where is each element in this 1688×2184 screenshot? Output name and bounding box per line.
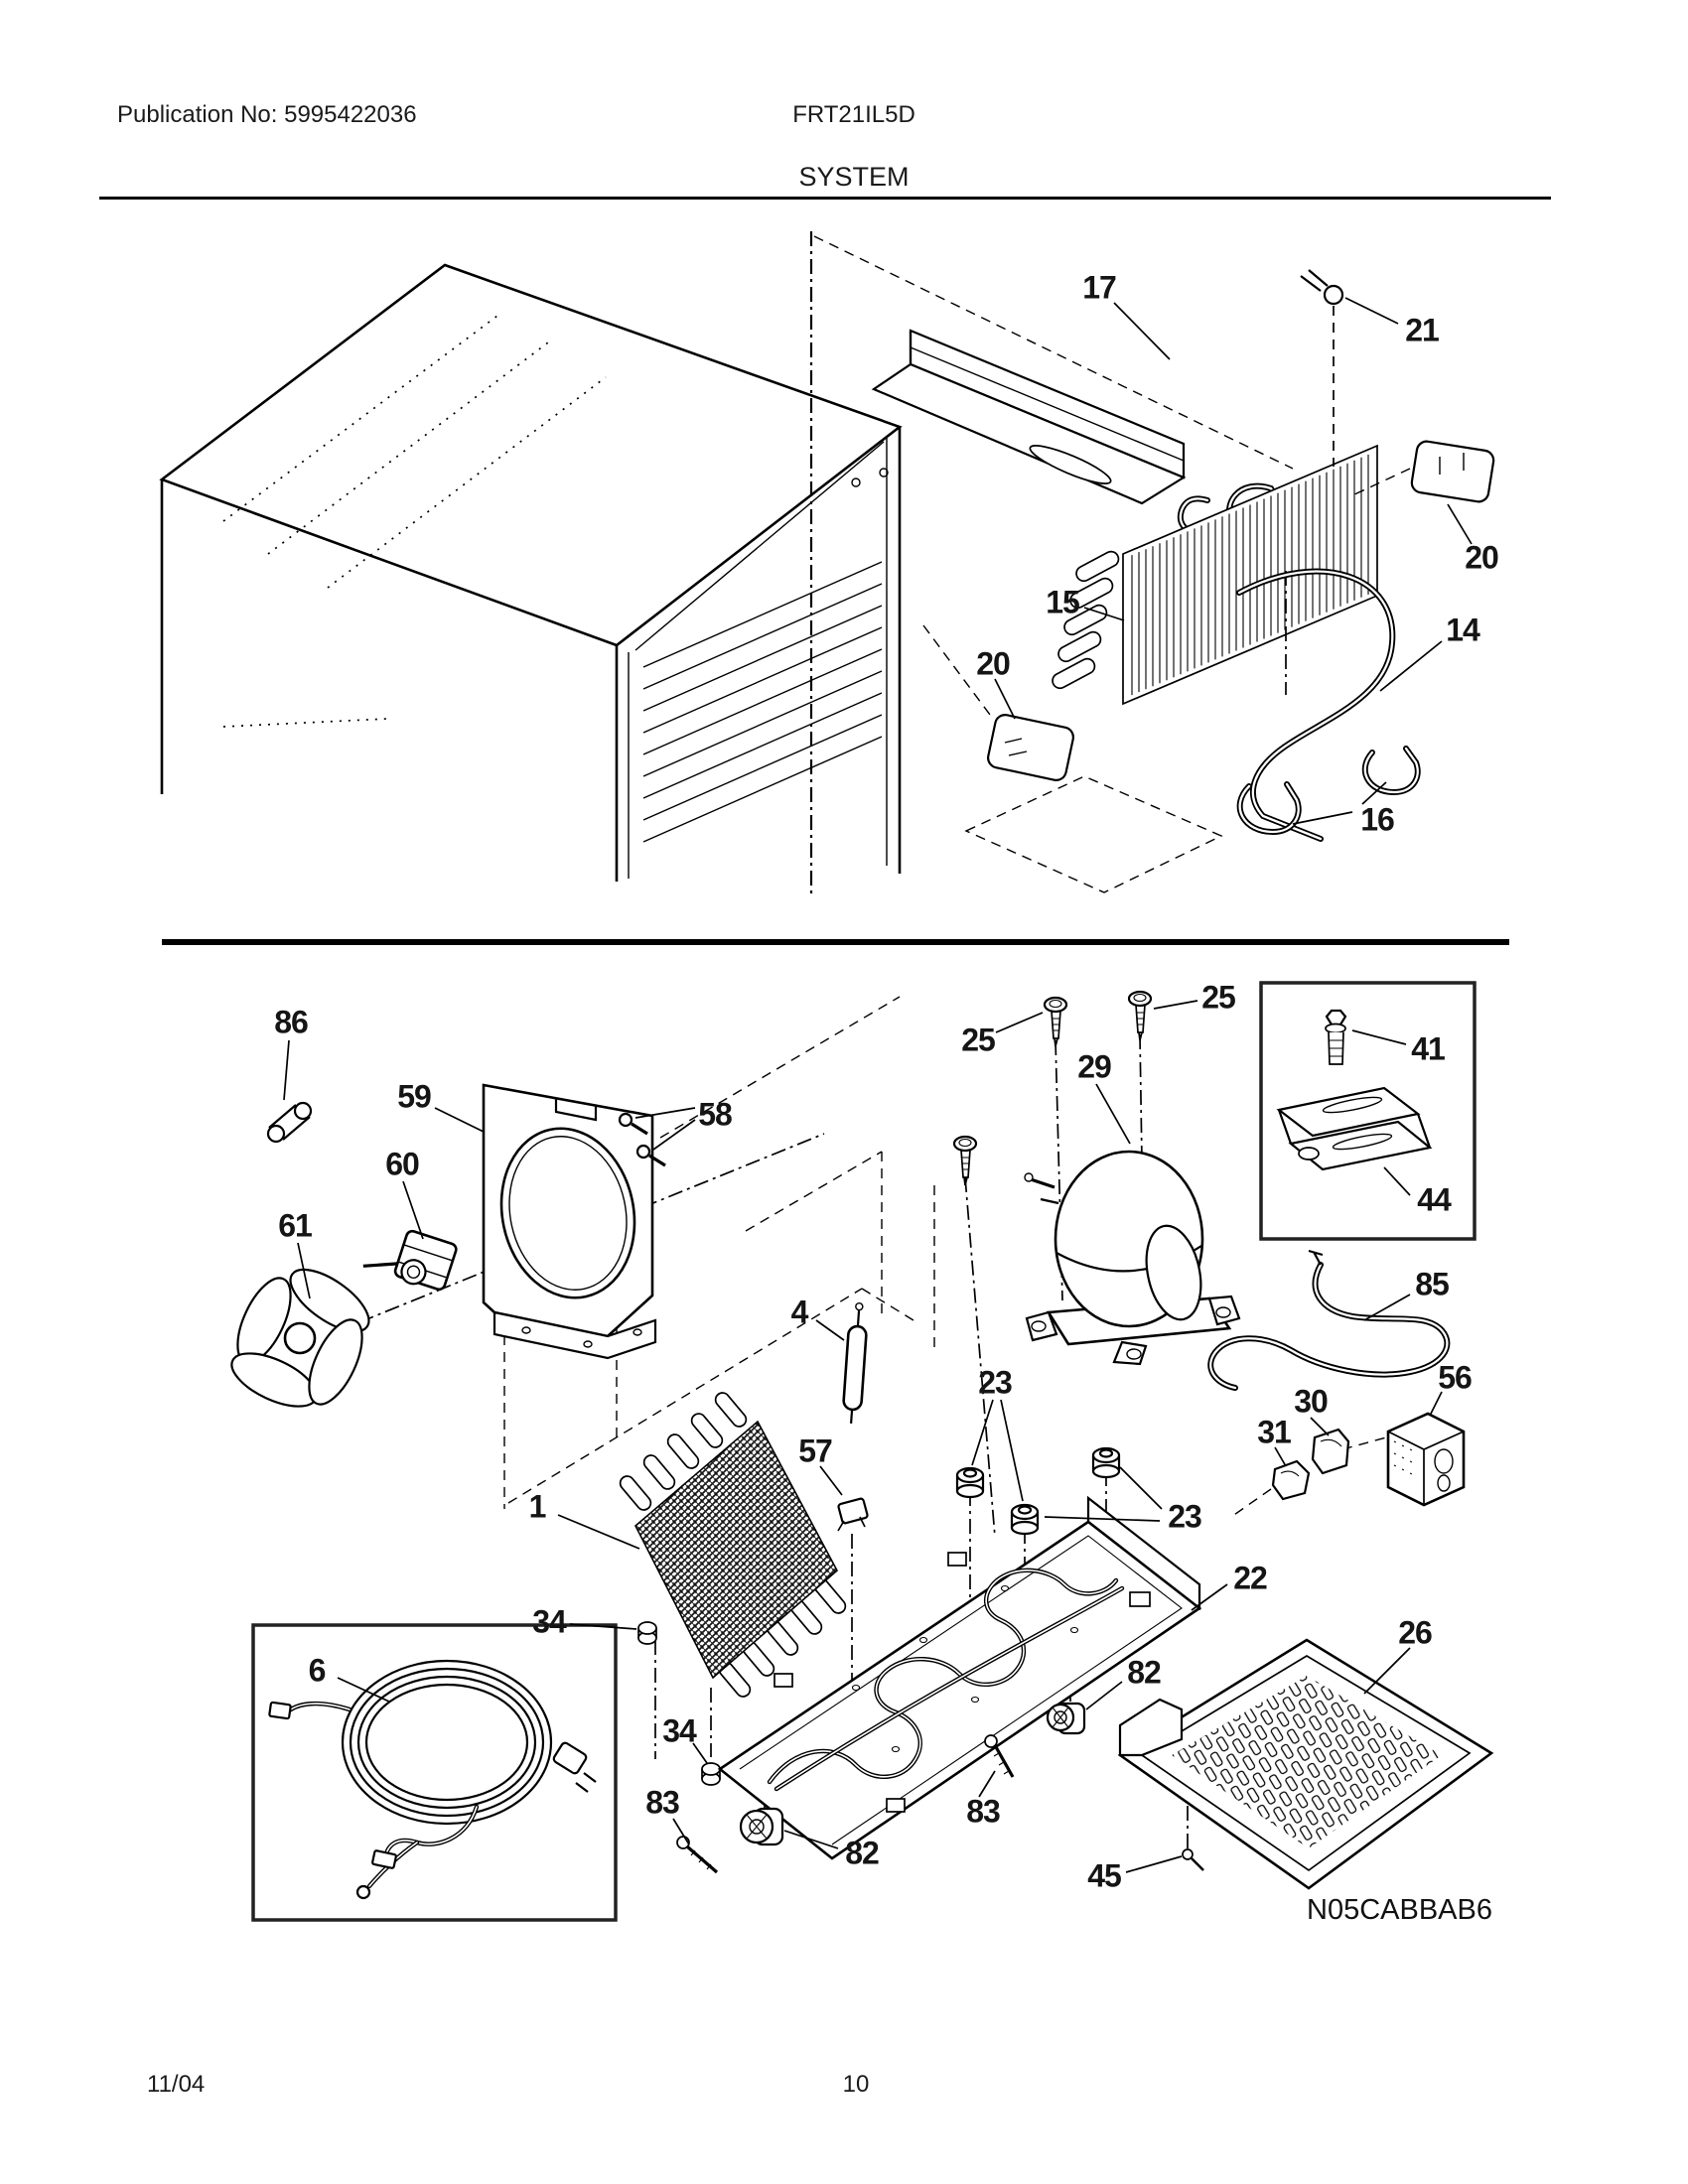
part-callout-20: 20 bbox=[1465, 539, 1498, 576]
part-callout-45: 45 bbox=[1087, 1857, 1121, 1894]
part-callout-31: 31 bbox=[1257, 1414, 1291, 1450]
part-callout-58: 58 bbox=[698, 1096, 732, 1133]
part-callout-83: 83 bbox=[966, 1793, 1000, 1830]
part-callout-17: 17 bbox=[1082, 269, 1116, 306]
tube-85-drawing bbox=[1210, 1251, 1447, 1388]
screw-83-left-drawing bbox=[677, 1837, 717, 1872]
part-callout-21: 21 bbox=[1405, 312, 1439, 348]
part-callout-59: 59 bbox=[397, 1078, 431, 1115]
part-callout-20: 20 bbox=[976, 645, 1010, 682]
compressor-29-drawing bbox=[1025, 1152, 1239, 1364]
clip-86-drawing bbox=[268, 1103, 311, 1142]
part-callout-25: 25 bbox=[1201, 979, 1235, 1016]
part-callout-57: 57 bbox=[798, 1433, 832, 1469]
page-number: 10 bbox=[842, 2071, 870, 2098]
part-callout-22: 22 bbox=[1233, 1560, 1267, 1596]
fan-motor-60-drawing bbox=[362, 1220, 458, 1294]
sensor-21-drawing bbox=[1301, 270, 1342, 467]
part-callout-23: 23 bbox=[1168, 1498, 1201, 1535]
part-callout-85: 85 bbox=[1415, 1266, 1449, 1302]
model-number: FRT21IL5D bbox=[792, 101, 915, 128]
part-callout-30: 30 bbox=[1294, 1383, 1328, 1420]
drier-4-drawing bbox=[842, 1302, 868, 1424]
part-callout-83: 83 bbox=[645, 1784, 679, 1821]
part-callout-82: 82 bbox=[1127, 1654, 1161, 1691]
part-callout-6: 6 bbox=[308, 1652, 326, 1689]
part-callout-4: 4 bbox=[790, 1294, 808, 1330]
fan-blade-61-drawing bbox=[224, 1258, 378, 1417]
screw-45-drawing bbox=[1183, 1849, 1203, 1870]
publication-number: Publication No: 5995422036 bbox=[117, 101, 417, 128]
rear-cover-17-drawing bbox=[874, 331, 1184, 503]
part-callout-14: 14 bbox=[1446, 612, 1479, 648]
part-callout-15: 15 bbox=[1046, 584, 1079, 620]
bumper-82-right-drawing bbox=[1048, 1704, 1084, 1733]
part-callout-23: 23 bbox=[978, 1364, 1012, 1401]
part-callout-56: 56 bbox=[1438, 1359, 1472, 1396]
section-title: SYSTEM bbox=[798, 162, 910, 192]
part-callout-60: 60 bbox=[385, 1146, 419, 1182]
part-callout-34: 34 bbox=[532, 1603, 566, 1640]
part-callout-61: 61 bbox=[278, 1207, 312, 1244]
part-callout-41: 41 bbox=[1411, 1030, 1445, 1067]
overload-31-drawing bbox=[1273, 1461, 1309, 1499]
footer-date: 11/04 bbox=[147, 2071, 206, 2098]
part-callout-86: 86 bbox=[274, 1004, 308, 1040]
bumper-82-left-drawing bbox=[741, 1809, 782, 1844]
relay-30-drawing bbox=[1313, 1430, 1348, 1473]
clip-57-drawing bbox=[838, 1498, 868, 1531]
part-callout-1: 1 bbox=[528, 1488, 546, 1525]
part-callout-29: 29 bbox=[1077, 1048, 1111, 1085]
cover-56-drawing bbox=[1388, 1414, 1464, 1505]
part-callout-34: 34 bbox=[662, 1712, 696, 1749]
fan-shroud-59-drawing bbox=[484, 1085, 655, 1358]
part-callout-44: 44 bbox=[1417, 1181, 1451, 1218]
bolt-41-drawing bbox=[1326, 1011, 1345, 1064]
part-callout-25: 25 bbox=[961, 1022, 995, 1058]
part-callout-26: 26 bbox=[1398, 1614, 1432, 1651]
part-callout-82: 82 bbox=[845, 1835, 879, 1871]
drain-pan-26-drawing bbox=[1120, 1640, 1491, 1888]
diagram-code: N05CABBAB6 bbox=[1307, 1894, 1492, 1926]
part-callout-16: 16 bbox=[1360, 801, 1394, 838]
